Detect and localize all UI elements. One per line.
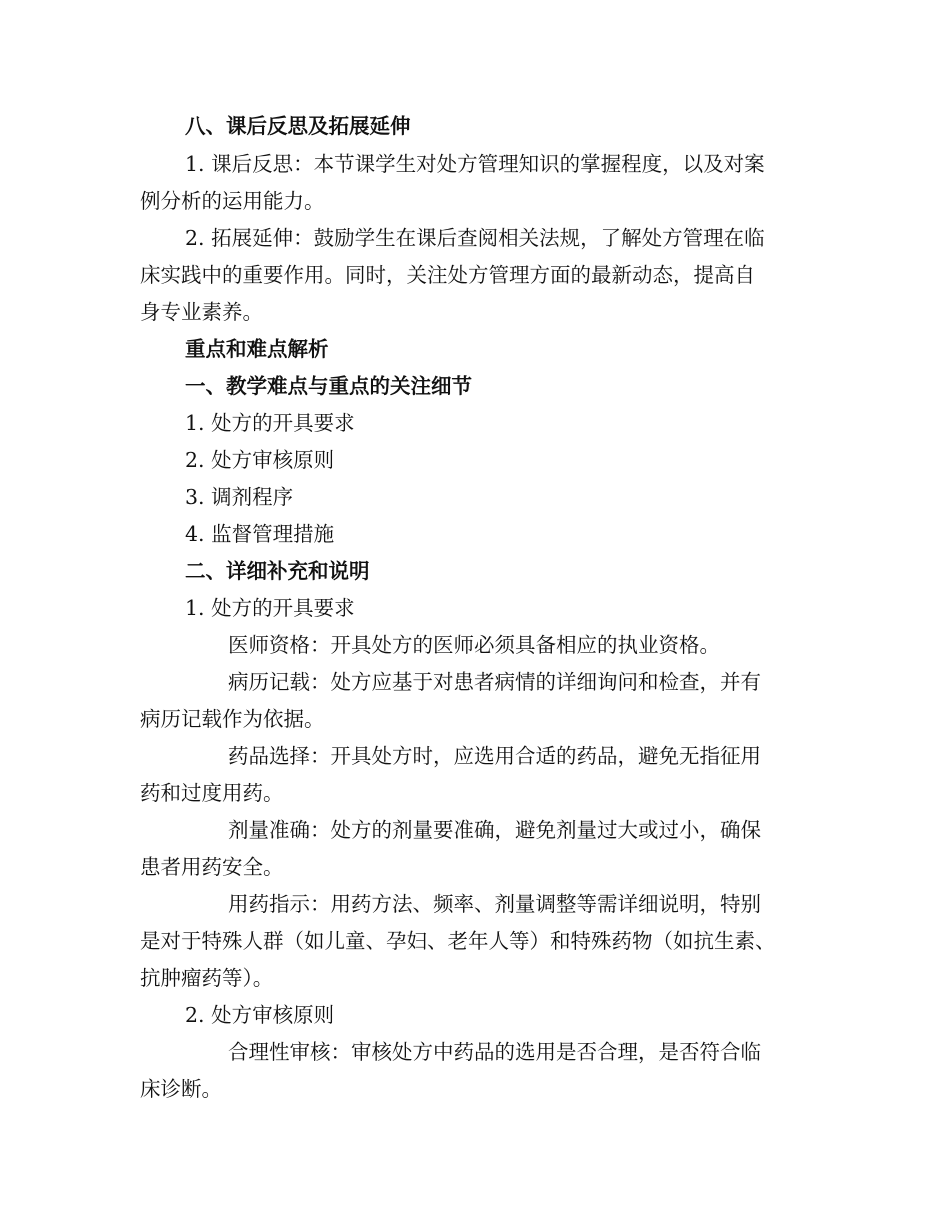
focus-item-4: 4. 监督管理措施 xyxy=(185,522,335,546)
analysis-title: 重点和难点解析 xyxy=(185,337,329,361)
instructions-line-2: 是对于特殊人群（如儿童、孕妇、老年人等）和特殊药物（如抗生素、 xyxy=(140,929,776,953)
reflection-item-2-line-2: 床实践中的重要作用。同时，关注处方管理方面的最新动态，提高自 xyxy=(140,263,755,287)
details-subtitle-1: 1. 处方的开具要求 xyxy=(185,596,355,620)
reflection-item-2-line-3: 身专业素养。 xyxy=(140,300,263,324)
focus-item-3: 3. 调剂程序 xyxy=(185,485,294,509)
drug-selection-line-2: 药和过度用药。 xyxy=(140,781,284,805)
rationality-line-2: 床诊断。 xyxy=(140,1077,222,1101)
section-heading-reflection: 八、课后反思及拓展延伸 xyxy=(185,114,411,138)
details-subtitle-2: 2. 处方审核原则 xyxy=(185,1003,335,1027)
medical-record-line-1: 病历记载：处方应基于对患者病情的详细询问和检查，并有 xyxy=(228,670,761,694)
dosage-line-1: 剂量准确：处方的剂量要准确，避免剂量过大或过小，确保 xyxy=(228,818,761,842)
section-heading-focus: 一、教学难点与重点的关注细节 xyxy=(185,374,472,398)
section-heading-details: 二、详细补充和说明 xyxy=(185,559,370,583)
instructions-line-1: 用药指示：用药方法、频率、剂量调整等需详细说明，特别 xyxy=(228,892,761,916)
instructions-line-3: 抗肿瘤药等）。 xyxy=(140,966,274,990)
focus-item-2: 2. 处方审核原则 xyxy=(185,448,335,472)
doctor-qualification-line: 医师资格：开具处方的医师必须具备相应的执业资格。 xyxy=(228,633,720,657)
focus-item-1: 1. 处方的开具要求 xyxy=(185,411,355,435)
medical-record-line-2: 病历记载作为依据。 xyxy=(140,707,325,731)
dosage-line-2: 患者用药安全。 xyxy=(140,855,284,879)
reflection-item-1-line-1: 1. 课后反思：本节课学生对处方管理知识的掌握程度，以及对案 xyxy=(185,152,765,176)
reflection-item-1-line-2: 例分析的运用能力。 xyxy=(140,189,325,213)
reflection-item-2-line-1: 2. 拓展延伸：鼓励学生在课后查阅相关法规，了解处方管理在临 xyxy=(185,226,765,250)
drug-selection-line-1: 药品选择：开具处方时，应选用合适的药品，避免无指征用 xyxy=(228,744,761,768)
rationality-line-1: 合理性审核：审核处方中药品的选用是否合理，是否符合临 xyxy=(228,1040,761,1064)
